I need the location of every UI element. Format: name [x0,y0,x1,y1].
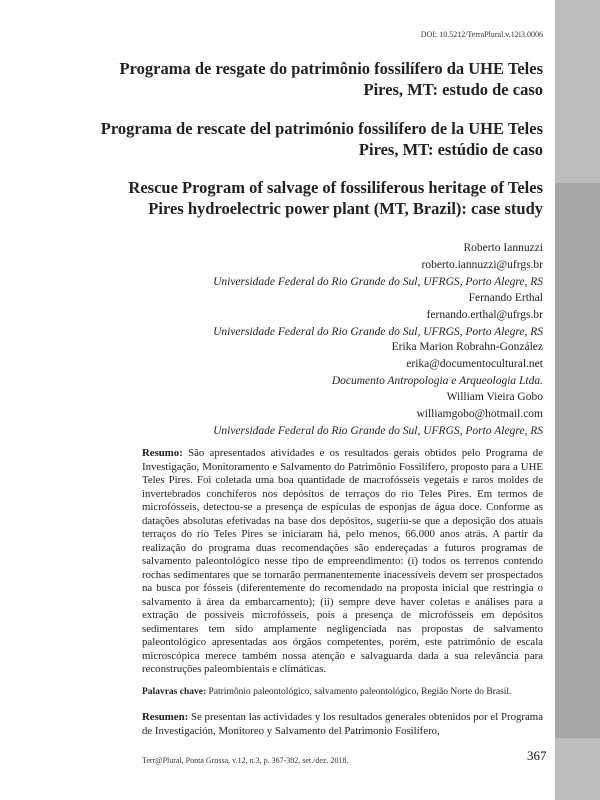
author-2 [213,290,543,341]
keywords-text: Patrimônio paleontológico, salvamento paleontológico, Região Norte do Brasil. [206,687,512,697]
author-name: Fernando Erthal [468,292,543,304]
author-name: Roberto Iannuzzi [463,242,543,254]
author-4 [213,389,543,440]
resumen-label: Resumen: [142,711,189,723]
doi-text: DOI: 10.5212/TerraPlural.v.12i3.0006 [420,30,543,39]
author-email: erika@documentocultural.net [406,358,543,370]
abstract-paragraph [142,447,543,677]
author-email: fernando.erthal@ufrgs.br [426,309,543,321]
journal-footer: Terr@Plural, Ponta Grossa, v.12, n.3, p. 367-382, set./dez. 2018. [142,756,349,765]
page-number: 367 [527,748,547,763]
side-margin-footer [555,738,600,800]
resumen-text: Se presentan las actividades y los resultados generales obtenidos por el Programa de Investigación, Monitoreo y Salvamento del Patrimonio Fosilífero, [142,711,543,737]
author-institution: Universidade Federal do Rio Grande do Sul, UFRGS, Porto Alegre, RS [213,276,543,288]
author-name: Erika Marion Robrahn-González [391,341,543,353]
keywords-label: Palavras chave: [142,687,207,697]
author-3 [332,339,543,390]
author-name: William Vieira Gobo [446,391,543,403]
abstract-text: São apresentados atividades e os resultados gerais obtidos pelo Programa de Investigação, Monitoramento e Salvamento do Patrimônio Fossilífero, proposto para a UHE Teles Pires. Foi coletada uma boa quantidade de macrofósseis vegetais e raros moldes de invertebrados conchíferos nos depósitos de terraços do rio Teles Pires. Em termos de microfósseis, detectou-se a presença de espículas de esponjas de água doce. Conforme as datações absolutas efetivadas na base dos depósitos, sugeriu-se que a deposição dos atuais terraços do rio Teles Pires se iniciaram há, pelo menos, 66.000 anos atrás. A partir da realização do programa duas recomendações são endereçadas a futuros programas de salvamento paleontológico nesse tipo de empreendimento: (i) todos os terrenos contendo rochas sedimentares que se tornarão permanentemente inacessíveis devem ser prospectados na busca por fósseis (diferentemente do recomendado na proposta inicial que restringia o salvamento à área da embarcamento); (ii) sempre deve haver coletas e análises para a extração de possíveis microfósseis, pois a presença de microfósseis em depósitos sedimentares tem sido amplamente negligenciada nas propostas de salvamento paleontológico apresentadas aos órgãos competentes, porém, este patrimônio de escala microscópica merece também nossa atenção e salvaguarda dada a sua relevância para reconstruções paleombientais e climáticas. [142,447,543,675]
abstract-label: Resumo: [142,447,183,459]
side-margin-tab [555,0,600,183]
author-institution: Universidade Federal do Rio Grande do Sul, UFRGS, Porto Alegre, RS [213,326,543,338]
title-portuguese: Programa de resgate do patrimônio fossilífero da UHE Teles Pires, MT: estudo de caso [119,59,543,99]
author-email: williamgobo@hotmail.com [416,408,543,420]
author-institution: Documento Antropologia e Arqueologia Ltda. [331,375,543,387]
author-institution: Universidade Federal do Rio Grande do Sul, UFRGS, Porto Alegre, RS [213,425,543,437]
author-email: roberto.iannuzzi@ufrgs.br [421,259,543,271]
keywords-paragraph [142,686,543,698]
title-spanish: Programa de rescate del património fossilífero de la UHE Teles Pires, MT: estúdio de caso [100,119,543,159]
resumen-paragraph [142,711,543,738]
title-english: Rescue Program of salvage of fossiliferous heritage of Teles Pires hydroelectric power plant (MT, Brazil): case study [128,178,543,218]
author-1 [213,240,543,291]
